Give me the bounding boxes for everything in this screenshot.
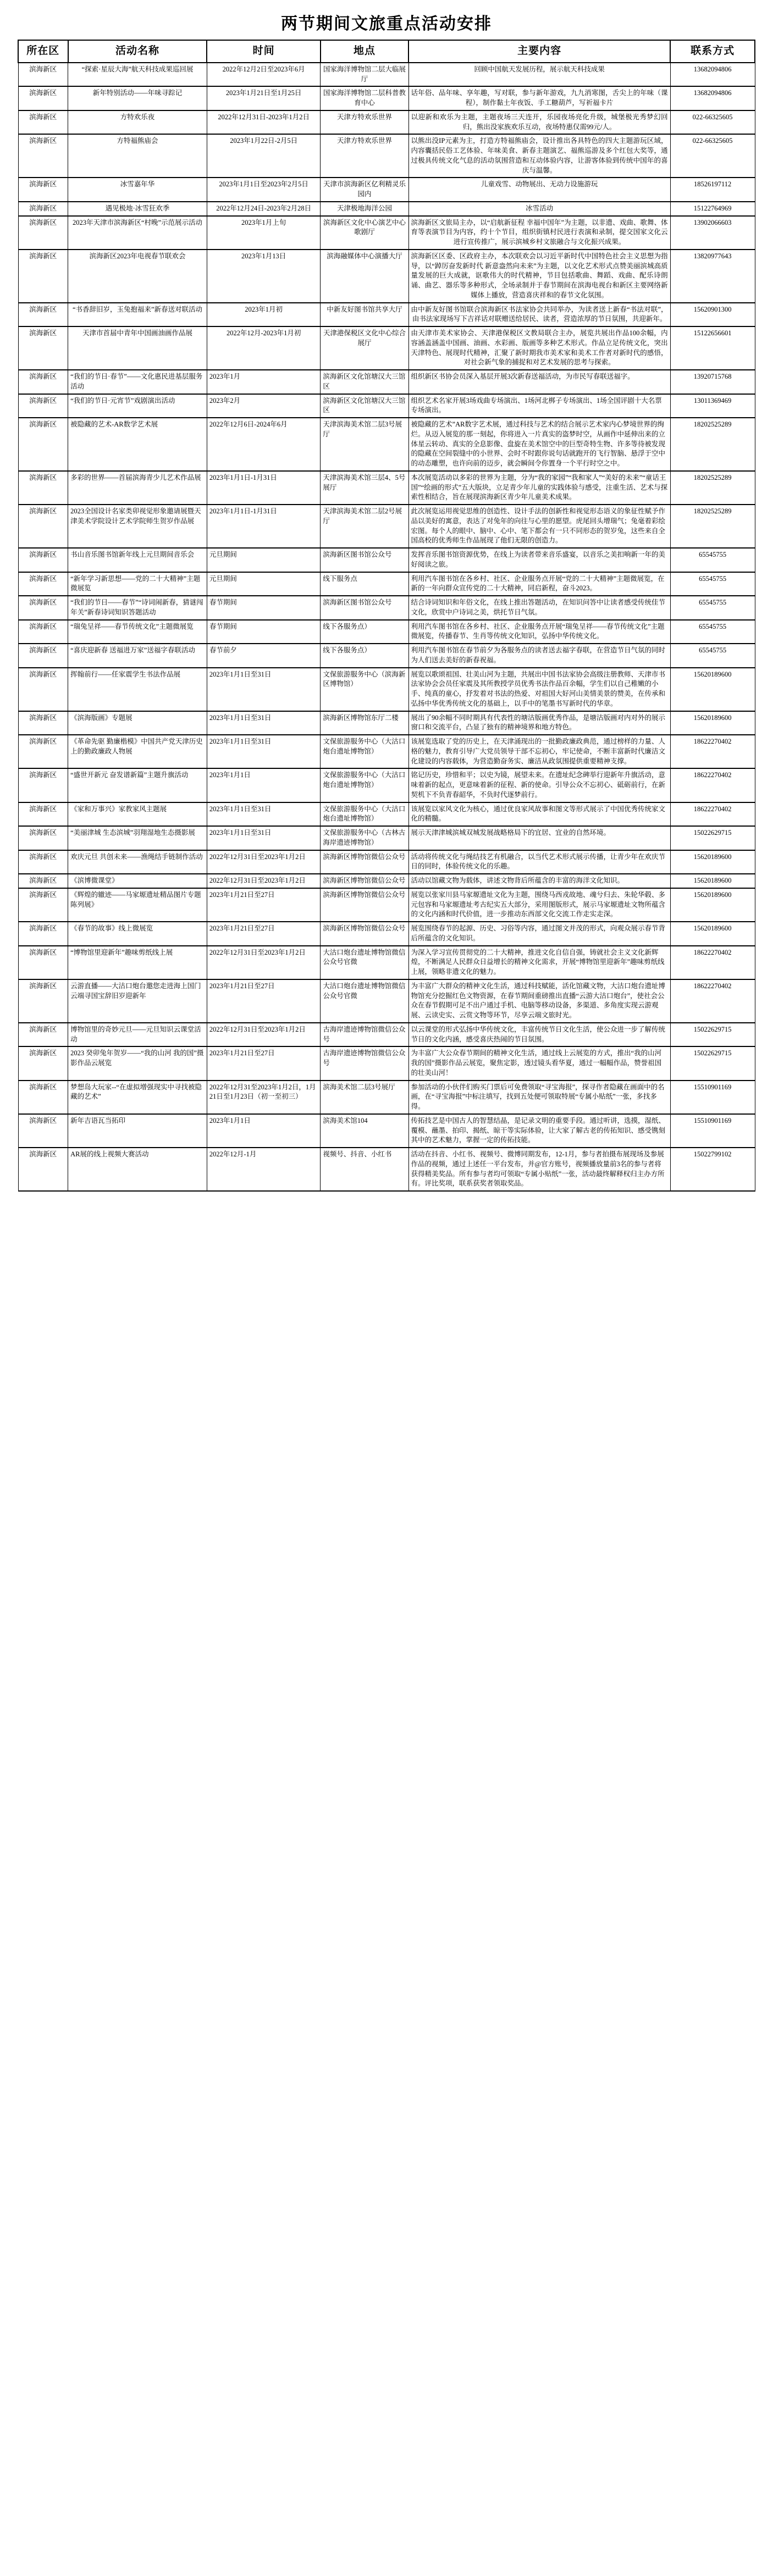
cell-time: 春节期间 [207,596,320,620]
cell-district: 滨海新区 [18,178,68,202]
cell-time: 2023年1月21日至27日 [207,922,320,946]
cell-district: 滨海新区 [18,768,68,802]
table-row [18,370,755,394]
cell-district: 滨海新区 [18,735,68,768]
cell-time: 春节前夕 [207,644,320,668]
cell-time: 2022年12月31日至2023年1月2日 [207,946,320,979]
cell-activity-name: “盛世开新元 奋发谱新篇”主题升旗活动 [68,768,207,802]
cell-place: 古海岸遗迹博物馆微信公众号 [321,1023,408,1047]
cell-main-content: 利用汽车图书馆在各乡村、社区、企业服务点开展“瑞兔呈祥——春节传统文化”主题微展览，传播春节、生肖等传统文化知识，弘扬中华传统文化。 [408,620,670,644]
cell-place: 滨海新区博物馆微信公众号 [321,874,408,888]
schedule-table [18,40,755,1192]
cell-main-content: 展出了90余幅不同时期具有代表性的塘沽版画优秀作品，是塘沽版画对内对外的展示窗口和交流平台，凸显了独有的精神境界和地方特色。 [408,711,670,735]
table-row [18,826,755,850]
column-header-main-content: 主要内容 [408,40,670,63]
cell-place: 线下各服务点） [321,644,408,668]
table-row [18,1148,755,1191]
cell-activity-name: 被隐藏的艺术-AR数学艺术展 [68,418,207,471]
table-row [18,668,755,711]
table-row [18,178,755,202]
cell-time: 2023年1月13日 [207,250,320,303]
cell-place: 天津极地海洋公园 [321,202,408,216]
cell-place: 天津港保税区文化中心综合展厅 [321,326,408,370]
cell-place: 天津方特欢乐世界 [321,110,408,135]
cell-district: 滨海新区 [18,1114,68,1148]
cell-activity-name: “我们的节日·春节”——文化惠民进基层服务活动 [68,370,207,394]
cell-place: 大沽口炮台遗址博物馆微信公众号官微 [321,946,408,979]
table-row [18,888,755,922]
cell-main-content: 展览以歌颂祖国、壮美山河为主题，共展出中国书法家协会高级注册教师、天津市书法家协会会员任家震及其所教授学员优秀书法作品百余幅，学生们以自己稚嫩的小手、纯真的童心，抒发着对书法的热爱、对祖国大好河山美情美景的赞美，在传承和弘扬中华优秀传统文化的基础上，以手中的笔墨书写新时代的华章。 [408,668,670,711]
column-header-contact: 联系方式 [670,40,755,63]
cell-time: 2023年1月21日至27日 [207,979,320,1023]
table-row [18,63,755,87]
table-row [18,1023,755,1047]
cell-district: 滨海新区 [18,572,68,596]
cell-activity-name: 《春节的故事》线上微展览 [68,922,207,946]
cell-main-content: 铭记历史，珍惜和平；以史为镜，展望未来。在遗址纪念碑举行迎新年升旗活动，意味着新的起点，更意味着新的征程、新的使命。引导公众不忘初心、砥砺前行，在新契机下不负青春韶华，不负时代逐梦前行。 [408,768,670,802]
table-row [18,922,755,946]
cell-district: 滨海新区 [18,1148,68,1191]
cell-activity-name: 《滨海版画》专题展 [68,711,207,735]
cell-contact: 18622270402 [670,979,755,1023]
cell-place: 滨海新区图书馆公众号 [321,596,408,620]
cell-main-content: 利用汽车图书馆在春节前夕为各服务点的读者送去福字春联，在营造节日气氛的同时为人们送去美好的新春祝福。 [408,644,670,668]
table-row [18,134,755,178]
cell-main-content: 展示天津津城滨城双城发展战略格局下的宜居、宜业的自然环境。 [408,826,670,850]
table-header-row [18,40,755,63]
table-row [18,979,755,1023]
cell-activity-name: 博物馆里的奇妙元旦——元旦知识云课堂活动 [68,1023,207,1047]
table-row [18,250,755,303]
cell-time: 2023年1月21日至27日 [207,1046,320,1080]
cell-time: 2023年1月初 [207,303,320,327]
column-header-activity-name: 活动名称 [68,40,207,63]
table-header [18,40,755,63]
cell-time: 2023年1月上旬 [207,216,320,250]
cell-contact: 15122656601 [670,326,755,370]
cell-contact: 15022629715 [670,1023,755,1047]
cell-main-content: 参加活动的小伙伴们购买门票后可免费领取“寻宝海报”，探寻作者隐藏在画面中的名画，在“寻宝海报”中标注填写，找到五处便可领取特展“专属小贴纸”一张，多找多得。 [408,1081,670,1114]
cell-district: 滨海新区 [18,620,68,644]
cell-contact: 18622270402 [670,735,755,768]
cell-contact: 15620189600 [670,922,755,946]
cell-time: 2022年12月-1月 [207,1148,320,1191]
cell-main-content: 展览围绕春节的起源、历史、习俗等内容，通过图文并茂的形式，向观众展示春节背后所蕴含的文化知识。 [408,922,670,946]
cell-district: 滨海新区 [18,134,68,178]
cell-activity-name: “美丽津城 生态滨城”羽翔湿地生态摄影展 [68,826,207,850]
cell-time: 2022年12月31日至2023年1月2日 [207,874,320,888]
cell-main-content: 活动将传统文化与绳结技艺有机融合，以当代艺术形式展示传播，让青少年在欢庆节日的同时，体验传统文化的乐趣。 [408,850,670,874]
cell-main-content: 回顾中国航天发展历程，展示航天科技成果 [408,63,670,87]
cell-main-content: 滨海新区区委、区政府主办，本次联欢会以习近平新时代中国特色社会主义思想为指导，以“踔厉奋发新时代 新意盎然向未来”为主题，以文化艺术形式点赞美丽滨城高质量发展的巨大成就，讴歌伟大的时代精神，节目包括歌曲、舞蹈、戏曲、配乐诗朗诵、曲艺、器乐等多种形式，全场录制并于春节期间在滨海电视台和新区主要网络新媒体上播放，营造喜庆祥和的春节文化氛围。 [408,250,670,303]
table-row [18,418,755,471]
cell-place: 滨海新区博物馆微信公众号 [321,888,408,922]
cell-activity-name: 云游直播——大沽口炮台邀您走进海上国门 云端寻国宝辞旧岁迎新年 [68,979,207,1023]
cell-contact: 18622270402 [670,802,755,827]
cell-activity-name: 滨海新区2023年电视春节联欢会 [68,250,207,303]
cell-time: 2022年12月2日至2023年6月 [207,63,320,87]
cell-contact: 13820977643 [670,250,755,303]
cell-district: 滨海新区 [18,86,68,110]
cell-main-content: 利用汽车图书馆在各乡村、社区、企业服务点开展“党的二十大精神”主题微展览，在新的一年向群众宣传党的二十大精神，同启新程，奋斗2023。 [408,572,670,596]
cell-district: 滨海新区 [18,1081,68,1114]
cell-place: 滨海融媒体中心演播大厅 [321,250,408,303]
cell-place: 天津市滨海新区亿利精灵乐园内 [321,178,408,202]
cell-activity-name: 挥翰前行——任家震学生书法作品展 [68,668,207,711]
cell-main-content: 滨海新区文旅局主办，以“启航新征程 幸福中国年”为主题，以非遗、戏曲、歌舞、体育等表演节目为内容，约十个节目，组织街镇村民进行表演和录制，提交国家文化云进行宣传推广，展示滨城乡村文旅融合与文化振兴成果。 [408,216,670,250]
cell-contact: 15022629715 [670,1046,755,1080]
cell-district: 滨海新区 [18,922,68,946]
cell-district: 滨海新区 [18,63,68,87]
cell-place: 国家海洋博物馆二层大临展厅 [321,63,408,87]
cell-contact: 15620189600 [670,850,755,874]
cell-main-content: 组织新区书协会员深入基层开展3次新春送福活动，为市民写春联送福字。 [408,370,670,394]
cell-district: 滨海新区 [18,394,68,418]
cell-place: 滨海新区博物馆微信公众号 [321,922,408,946]
cell-contact: 15022629715 [670,826,755,850]
cell-activity-name: 新年特别活动——年味寻踪记 [68,86,207,110]
cell-main-content: 以熊出没IP元素为主，打造方特福熊庙会，设计推出各具特色的四大主题游玩区域，内容囊括民俗工艺体验、年味美食、新春主题演艺、福熊巡游及多个红包大奖等，通过极具传统文化气息的活动氛围营造和互动体验内容，让游客体验到传统中国年的喜庆与温馨。 [408,134,670,178]
table-row [18,303,755,327]
cell-place: 视频号、抖音、小红书 [321,1148,408,1191]
cell-main-content: 为丰富广大群众的精神文化生活，通过科技赋能，活化馆藏文物，大沽口炮台遗址博物馆充分挖掘红色文物资源，在春节期间重磅推出直播“云游大沽口炮台”，使社会公众在春节假期可足不出户通过手机、电脑等移动设备，多渠道、多角度实现云游观展、云读史实、云赏文物等环节，尽享云端文旅时光。 [408,979,670,1023]
cell-contact: 022-66325605 [670,134,755,178]
cell-main-content: 被隐藏的艺术”AR数字艺术展，通过科技与艺术的结合展示艺术家内心梦境世界的绚烂。从迈入展览的那一刻起，你将进入一片真实的盗梦时空，从画作中延伸出来的立体星云转动、真实的全息影像、盘旋在美术馆空中的巨型奇特生物、许多等待被发现的隐藏在空间裂缝中的小世界、会时不时跟你说句话就跑开的飞行智脑、悬浮于空中的动态雕塑，也许向前的迈步，就会瞬间令你置身一个平行时空之中。 [408,418,670,471]
table-row [18,711,755,735]
table-row [18,1114,755,1148]
cell-time: 2022年12月24日-2023年2月28日 [207,202,320,216]
cell-district: 滨海新区 [18,471,68,505]
cell-activity-name: 2023全国设计名家类卯视觉形象邀请展暨天津美术学院设计艺术学院师生贺岁作品展 [68,505,207,548]
cell-time: 2022年12月31日至2023年1月2日 [207,1023,320,1047]
cell-place: 滨海新区文化馆塘汉大三馆区 [321,370,408,394]
cell-contact: 13920715768 [670,370,755,394]
table-row [18,326,755,370]
cell-contact: 65545755 [670,548,755,572]
table-row [18,735,755,768]
cell-place: 文保旅游服务中心（大沽口炮台遗址博物馆） [321,735,408,768]
cell-time: 2022年12月31至2023年1月2日，1月21日至1月23日（初一至初三） [207,1081,320,1114]
cell-contact: 18622270402 [670,768,755,802]
cell-activity-name: “新年学习新思想——党的二十大精神”主题微展览 [68,572,207,596]
table-row [18,202,755,216]
cell-place: 文保旅游服务中心（大沽口炮台遗址博物馆） [321,802,408,827]
cell-main-content: 结合诗词知识和年俗文化，在线上推出答题活动，在知识问答中让读者感受传统佳节文化，欣赏中户诗词之美，烘托节日气氛。 [408,596,670,620]
cell-activity-name: “我们的节日·元宵节”戏剧演出活动 [68,394,207,418]
table-row [18,802,755,827]
cell-district: 滨海新区 [18,326,68,370]
cell-main-content: 儿童戏雪、动物展出、无动力设施游玩 [408,178,670,202]
cell-contact: 65545755 [670,644,755,668]
cell-place: 滨海新区博物馆东厅二楼 [321,711,408,735]
cell-activity-name: 2023年天津市滨海新区“村晚”示范展示活动 [68,216,207,250]
cell-time: 元旦期间 [207,548,320,572]
cell-place: 天津方特欢乐世界 [321,134,408,178]
cell-district: 滨海新区 [18,979,68,1023]
page-title: 两节期间文旅重点活动安排 [281,15,492,33]
table-row [18,644,755,668]
cell-place: 大沽口炮台遗址博物馆微信公众号官微 [321,979,408,1023]
cell-main-content: 以云课堂的形式弘扬中华传统文化，丰富传统节日文化生活，使公众进一步了解传统节日的文化内涵，感受喜庆热闹的节日氛围。 [408,1023,670,1047]
cell-time: 2023年1月1日至2023年2月5日 [207,178,320,202]
cell-contact: 022-66325605 [670,110,755,135]
cell-place: 古海岸遗迹博物馆微信公众号 [321,1046,408,1080]
cell-place: 文保旅游服务中心（大沽口炮台遗址博物馆） [321,768,408,802]
cell-activity-name: “博物馆里迎新年”趣味剪纸线上展 [68,946,207,979]
cell-contact: 15620189600 [670,888,755,922]
cell-district: 滨海新区 [18,802,68,827]
cell-activity-name: 《滨博微课堂》 [68,874,207,888]
table-row [18,505,755,548]
cell-district: 滨海新区 [18,644,68,668]
cell-time: 2023年1月22日-2月5日 [207,134,320,178]
cell-main-content: 以迎新和欢乐为主题，主题夜场三天连开，乐园夜场亮化升级，城堡极光秀梦幻回归，熊出没家族欢乐互动，夜场特惠仅需99元/人。 [408,110,670,135]
cell-place: 中新友好图书馆共享大厅 [321,303,408,327]
cell-time: 2023年1月 [207,370,320,394]
cell-activity-name: 《革命先驱 勤廉楷模》中国共产党天津历史上的勤政廉政人物展 [68,735,207,768]
column-header-district: 所在区 [18,40,68,63]
cell-main-content: 该展览选取了党的历史上，在天津涌现出的一批勤政廉政典范，通过榜样的力量、人格的魅力，教育引导广大党员领导干部不忘初心，牢记使命，不断丰富新时代廉洁文化建设的内容载体，为营造勤奋务实、廉洁从政氛围提供重要精神支撑。 [408,735,670,768]
table-row [18,216,755,250]
cell-contact: 13902066603 [670,216,755,250]
cell-district: 滨海新区 [18,888,68,922]
cell-place: 国家海洋博物馆二层科普教育中心 [321,86,408,110]
cell-activity-name: 书山音乐图书馆新年线上元旦期间音乐会 [68,548,207,572]
cell-activity-name: AR展的线上视频大赛活动 [68,1148,207,1191]
table-row [18,548,755,572]
cell-district: 滨海新区 [18,711,68,735]
cell-activity-name: 《家和万事兴》家教家风主题展 [68,802,207,827]
cell-activity-name: 天津市首届中青年中国画油画作品展 [68,326,207,370]
cell-activity-name: 新年吉语瓦当拓印 [68,1114,207,1148]
document-page [0,0,773,1192]
cell-main-content: 展览以张家川县马家塬遗址文化为主题，围绕马西戎故地、魂兮归去、朱轮华毂、多元包容和马家塬遗址考古纪实五大部分，采用图版形式，展示马家塬遗址文物所蕴含的文化内涵和时代价值，进一步推动东西部文化交流工作走实走深。 [408,888,670,922]
cell-activity-name: “探索·星辰大海”航天科技成果巡回展 [68,63,207,87]
cell-district: 滨海新区 [18,216,68,250]
cell-district: 滨海新区 [18,850,68,874]
cell-place: 线下各服务点） [321,620,408,644]
cell-time: 2023年1月1日-1月31日 [207,505,320,548]
cell-contact: 13682094806 [670,63,755,87]
cell-district: 滨海新区 [18,505,68,548]
cell-contact: 65545755 [670,572,755,596]
cell-main-content: 活动在抖音、小红书、视频号、微博同期发布，12-1月，参与者拍摄布展现场及参展作品的视频，通过上述任一平台发布，并@官方账号，视频播放量前3名的参与者将获得精美奖品。所有参与者均可领取“专属小贴纸”一张，活动最终解释权归主办方所有。评比奖项，联系获奖者领取奖品。 [408,1148,670,1191]
cell-contact: 15620901300 [670,303,755,327]
cell-place: 滨海美术馆二层3号展厅 [321,1081,408,1114]
cell-time: 2023年1月1日 [207,768,320,802]
cell-contact: 13011369469 [670,394,755,418]
cell-time: 元旦期间 [207,572,320,596]
table-row [18,874,755,888]
cell-time: 2022年12月6日-2024年6月 [207,418,320,471]
cell-main-content: 冰雪活动 [408,202,670,216]
cell-place: 文保旅游服务中心（滨海新区博物馆） [321,668,408,711]
cell-activity-name: 方特欢乐夜 [68,110,207,135]
cell-contact: 15620189600 [670,668,755,711]
cell-time: 春节期间 [207,620,320,644]
cell-district: 滨海新区 [18,1023,68,1047]
table-row [18,620,755,644]
cell-place: 天津滨海美术馆二层2号展厅 [321,505,408,548]
cell-district: 滨海新区 [18,548,68,572]
table-row [18,1046,755,1080]
cell-contact: 15122764969 [670,202,755,216]
cell-district: 滨海新区 [18,250,68,303]
cell-contact: 18202525289 [670,505,755,548]
cell-contact: 18202525289 [670,418,755,471]
cell-activity-name: “我们的节日——春节”“诗词闹新春，猜谜闯年关”新春诗词知识答题活动 [68,596,207,620]
cell-place: 天津滨海美术馆三层4、5号展厅 [321,471,408,505]
cell-main-content: 组织艺术名家开展3场戏曲专场演出、1场河北梆子专场演出、1场全国评剧十大名票专场演出。 [408,394,670,418]
cell-time: 2023年1月1日 [207,1114,320,1148]
cell-district: 滨海新区 [18,110,68,135]
cell-contact: 65545755 [670,620,755,644]
cell-place: 天津滨海美术馆二层3号展厅 [321,418,408,471]
cell-contact: 15510901169 [670,1114,755,1148]
cell-district: 滨海新区 [18,202,68,216]
cell-time: 2023年1月1日至31日 [207,735,320,768]
cell-district: 滨海新区 [18,1046,68,1080]
cell-main-content: 话年俗、品年味、享年趣，写对联，参与新年游戏，九九消寒图，舌尖上的年味（课程），制作黏土年夜饭、手工糖葫芦，写祈福卡片 [408,86,670,110]
cell-activity-name: “书香辞旧岁，玉兔抱福来”新春送对联活动 [68,303,207,327]
cell-time: 2023年1月21日至27日 [207,888,320,922]
column-header-time: 时间 [207,40,320,63]
table-row [18,471,755,505]
table-row [18,946,755,979]
cell-district: 滨海新区 [18,874,68,888]
cell-time: 2022年12月31日至2023年1月2日 [207,850,320,874]
cell-main-content: 本次展览活动以多彩的世界为主题，分为“我的家园”“我和家人”“美好的未来”“童话王国”“绘画的形式”五大版块，立足青少年儿童的实践体验与感受，注重生活、艺术与探索性相结合，旨在展现滨海新区青少年儿童美术成果。 [408,471,670,505]
table-body [18,63,755,1191]
cell-contact: 13682094806 [670,86,755,110]
cell-district: 滨海新区 [18,946,68,979]
cell-main-content: 由天津市美术家协会、天津港保税区文教局联合主办，展览共展出作品100余幅，内容涵盖涵盖中国画、油画、水彩画、版画等多种艺术形式。作品立足传统文化，突出天津特色、展现时代精神，汇聚了新时期我市美术家和美术工作者对新时代的感悟，对社会新气象的捕捉和对艺术发展的思考与探索。 [408,326,670,370]
cell-time: 2023年1月1日-1月31日 [207,471,320,505]
cell-main-content: 此次展览运用视觉思维的创造性、设计手法的创新性和视觉形态语义的象征性赋予作品以美好的寓意，表达了对兔年的向往与心里的愿望。虎尾回头增瑞气；兔毫着彩绘宏图。每个人的眼中、脑中、心中、笔下都会有一只不同形态的贺岁兔，这些来自全国高校的优秀师生作品展现了他们无限的创造力。 [408,505,670,548]
cell-place: 线下服务点 [321,572,408,596]
cell-contact: 15022799102 [670,1148,755,1191]
cell-district: 滨海新区 [18,826,68,850]
cell-main-content: 发挥音乐图书馆资源优势，在线上为读者带来音乐盛宴，以音乐之美扣响新一年的美好阅读之旅。 [408,548,670,572]
table-row [18,394,755,418]
cell-main-content: 为丰富广大公众春节期间的精神文化生活，通过线上云展览的方式，推出“我的山河 我的国”摄影作品云展览，聚焦定影，透过镜头看华夏，通过一幅幅作品，赞誉祖国的壮美山河！ [408,1046,670,1080]
cell-time: 2023年1月1日至31日 [207,802,320,827]
cell-contact: 15620189600 [670,711,755,735]
cell-time: 2022年12月31日-2023年1月2日 [207,110,320,135]
cell-activity-name: 《辉煌的辙迹——马家塬遗址精品图片专题陈列展》 [68,888,207,922]
cell-activity-name: 遇见极地·冰雪狂欢季 [68,202,207,216]
cell-place: 文保旅游服务中心（古林古海岸遗迹博物馆） [321,826,408,850]
column-header-place: 地点 [321,40,408,63]
cell-district: 滨海新区 [18,596,68,620]
table-row [18,110,755,135]
table-row [18,86,755,110]
cell-time: 2022年12月-2023年1月初 [207,326,320,370]
cell-time: 2023年1月1日至31日 [207,711,320,735]
cell-place: 滨海新区博物馆微信公众号 [321,850,408,874]
cell-district: 滨海新区 [18,370,68,394]
cell-contact: 15510901169 [670,1081,755,1114]
table-row [18,596,755,620]
cell-activity-name: 梦想岛大玩家--“在虚拟增强现实中寻找被隐藏的艺术” [68,1081,207,1114]
cell-place: 滨海新区文化馆塘汉大三馆区 [321,394,408,418]
cell-main-content: 传拓技艺是中国古人的智慧结晶，是记录文明的重要手段。通过听讲，选摸，湿纸、覆模、蘸墨、拍印、揭纸、晾干等实际体验，让大家了解古老的传拓知识、感受镌刻其中的艺术魅力，掌握一定的传拓技能。 [408,1114,670,1148]
cell-district: 滨海新区 [18,668,68,711]
table-row [18,1081,755,1114]
cell-main-content: 该展览以家风文化为核心，通过优良家风故事和图文等形式展示了中国优秀传统家文化的精髓。 [408,802,670,827]
cell-contact: 18202525289 [670,471,755,505]
cell-activity-name: 方特福熊庙会 [68,134,207,178]
cell-activity-name: 2023 癸卯兔年贺岁——“我的山河 我的国”摄影作品云展览 [68,1046,207,1080]
cell-time: 2023年1月1日至31日 [207,668,320,711]
cell-contact: 18622270402 [670,946,755,979]
table-row [18,850,755,874]
cell-time: 2023年1月21日至1月25日 [207,86,320,110]
cell-district: 滨海新区 [18,303,68,327]
cell-contact: 65545755 [670,596,755,620]
table-row [18,768,755,802]
cell-place: 滨海新区图书馆公众号 [321,548,408,572]
cell-activity-name: 冰雪嘉年华 [68,178,207,202]
cell-activity-name: “瑞兔呈祥——春节传统文化”主题微展览 [68,620,207,644]
cell-place: 滨海新区文化中心演艺中心歌剧厅 [321,216,408,250]
cell-contact: 15620189600 [670,874,755,888]
cell-activity-name: “喜庆迎新春 送福进万家”送福字春联活动 [68,644,207,668]
cell-time: 2023年2月 [207,394,320,418]
cell-contact: 18526197112 [670,178,755,202]
table-row [18,572,755,596]
cell-activity-name: 多彩的世界——首届滨海青少儿艺术作品展 [68,471,207,505]
cell-main-content: 由中新友好图书馆联合滨海新区书法家协会共同举办，为读者送上新春“书法对联”，由书法家现场写下吉祥话对联赠送给居民、读者，营造浓厚的节日氛围，共迎新年。 [408,303,670,327]
cell-district: 滨海新区 [18,418,68,471]
cell-place: 滨海美术馆104 [321,1114,408,1148]
cell-main-content: 活动以馆藏文物为载体，讲述文物背后所蕴含的丰富的海洋文化知识。 [408,874,670,888]
cell-activity-name: 欢庆元旦 共创未来——渔绳结手链制作活动 [68,850,207,874]
cell-main-content: 为深入学习宣传贯彻党的二十大精神，推进文化自信自强，铸就社会主义文化新辉煌，不断满足人民群众日益增长的精神文化需求，开展“博物馆里迎新年”趣味剪纸线上展，领略非遗文化的魅力。 [408,946,670,979]
cell-time: 2023年1月1日至31日 [207,826,320,850]
